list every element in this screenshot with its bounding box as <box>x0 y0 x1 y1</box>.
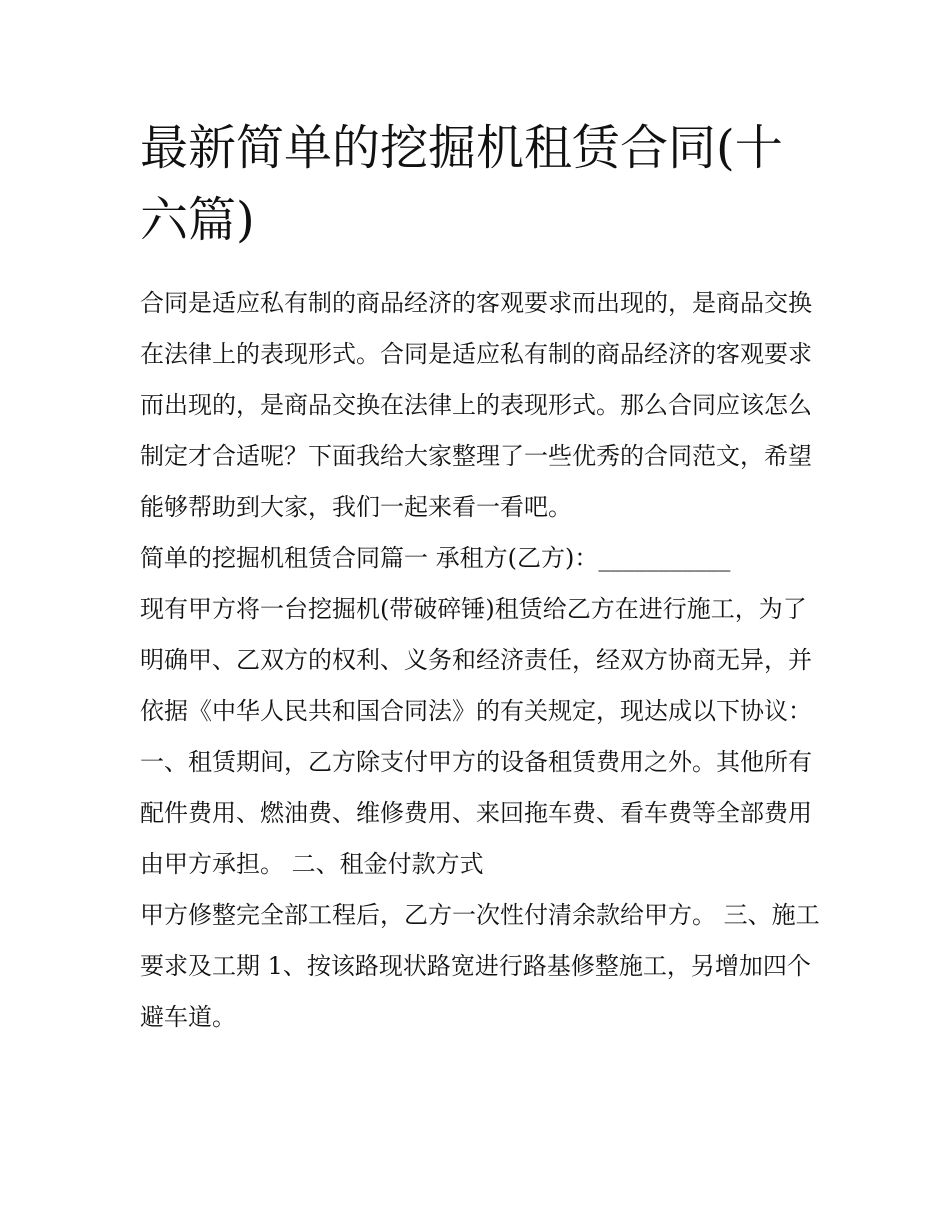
document-body <box>140 278 820 1043</box>
intro-paragraph: 合同是适应私有制的商品经济的客观要求而出现的，是商品交换在法律上的表现形式。合同是适应私有制的商品经济的客观要求而出现的，是商品交换在法律上的表现形式。那么合同应该怎么制定才合适呢？下面我给大家整理了一些优秀的合同范文，希望能够帮助到大家，我们一起来看一看吧。 <box>140 289 812 521</box>
clause-one-paragraph: 一、租赁期间，乙方除支付甲方的设备租赁费用之外。其他所有配件费用、燃油费、维修费用、来回拖车费、看车费等全部费用由甲方承担。 二、租金付款方式 <box>140 748 812 878</box>
clause-two-three-paragraph: 甲方修整完全部工程后，乙方一次性付清余款给甲方。 三、施工要求及工期 1、按该路现状路宽进行路基修整施工，另增加四个避车道。 <box>140 901 820 1031</box>
document-content <box>140 112 820 1043</box>
preamble-paragraph: 现有甲方将一台挖掘机(带破碎锤)租赁给乙方在进行施工，为了明确甲、乙双方的权利、义务和经济责任，经双方协商无异，并依据《中华人民共和国合同法》的有关规定，现达成以下协议： <box>140 595 812 725</box>
contract-heading-paragraph: 简单的挖掘机租赁合同篇一 承租方(乙方)：___________ <box>140 544 731 572</box>
document-title: 最新简单的挖掘机租赁合同(十六篇) <box>140 120 783 248</box>
